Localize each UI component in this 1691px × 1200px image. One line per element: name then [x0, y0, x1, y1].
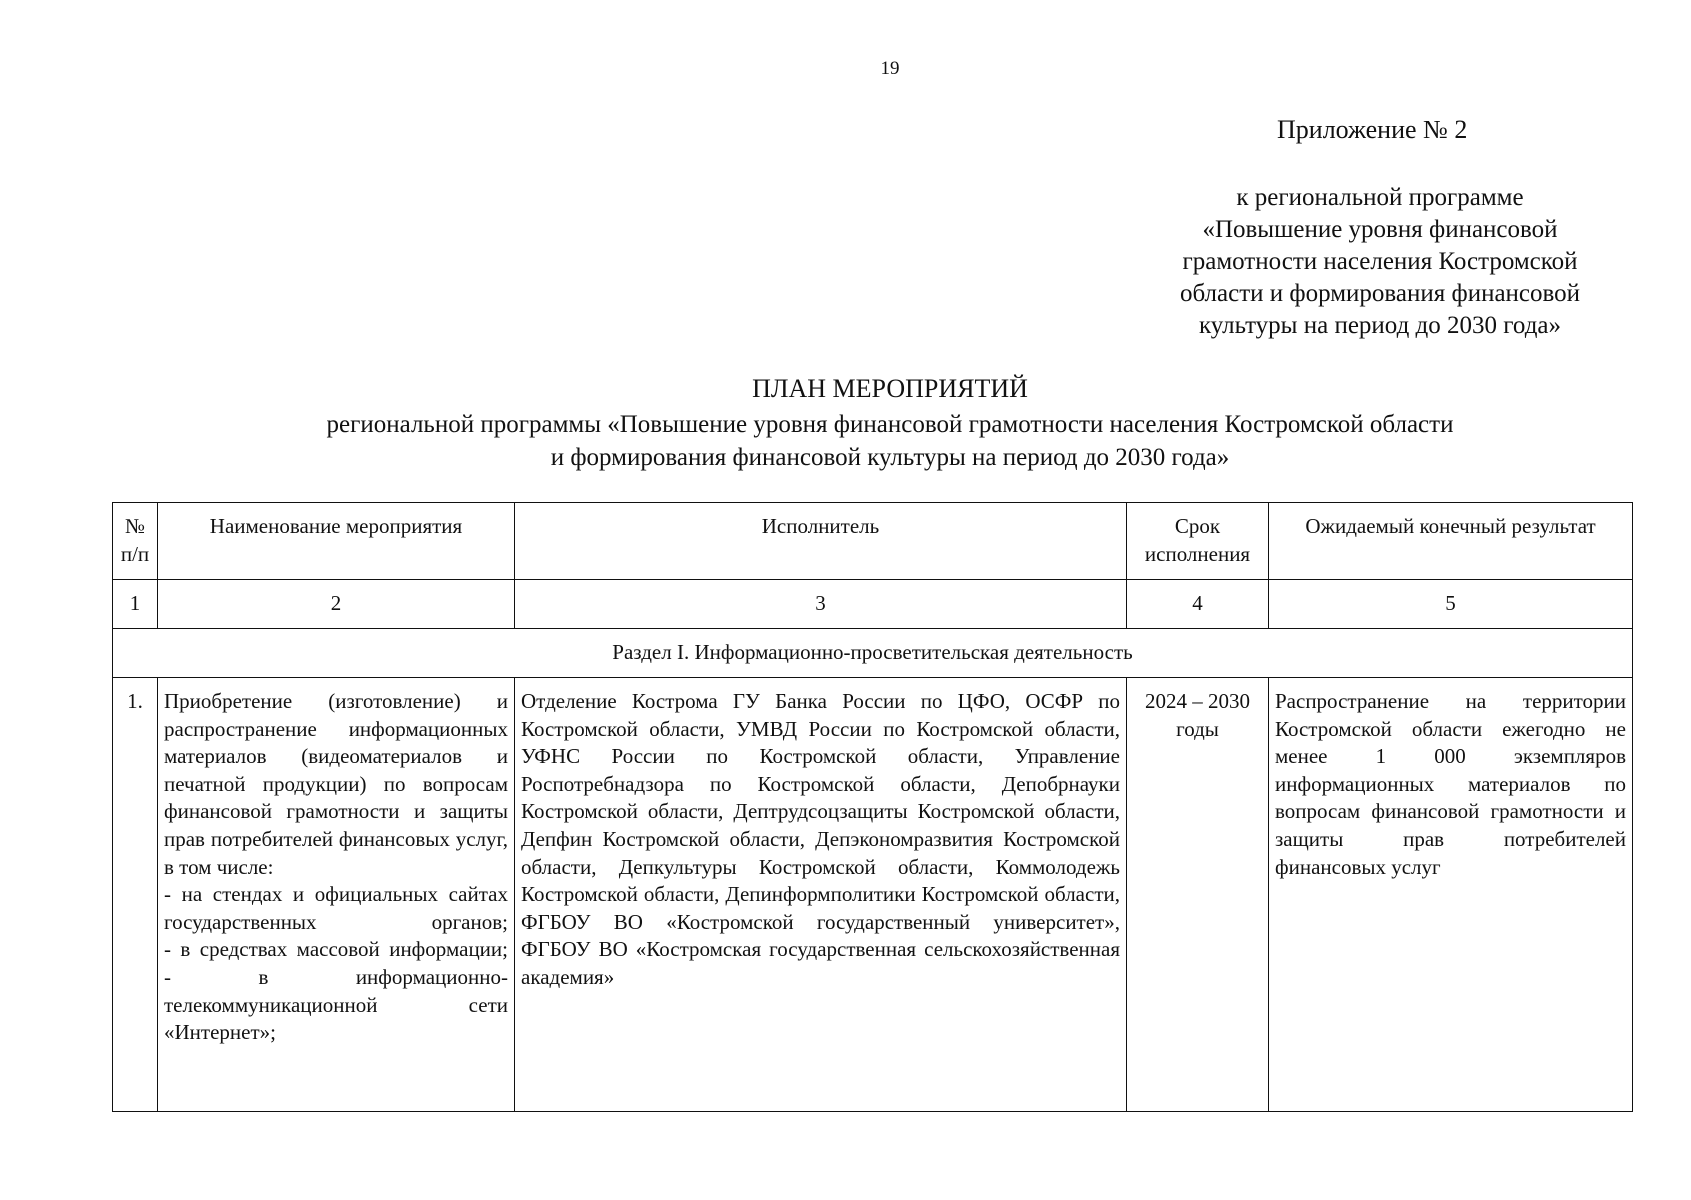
column-number: 2: [158, 580, 515, 629]
row-term: 2024 – 2030 годы: [1127, 678, 1269, 1112]
page-number: 19: [880, 58, 900, 79]
row-name-cell: [158, 678, 515, 1112]
row-executor: Отделение Кострома ГУ Банка России по ЦФО, ОСФР по Костромской области, УМВД России по Костромской области, УФНС России по Костромской области, Управление Роспотребнадзора по Костромской области, Депобрнауки Костромской области, Дептрудсоцзащиты Костромской области, Депфин Костромской области, Депэкономразвития Костромской области, Депкультуры Костромской области, Коммолодежь Костромской области, Депинформполитики Костромской области, ФГБОУ ВО «Костромской государственный университет», ФГБОУ ВО «Костромская государственная сельскохозяйственная академия»: [515, 678, 1127, 1112]
plan-title: ПЛАН МЕРОПРИЯТИЙ: [752, 374, 1028, 403]
row-name-item: - на стендах и официальных сайтах государственных органов;: [164, 882, 508, 934]
appendix-subtitle-line: культуры на период до 2030 года»: [1198, 312, 1562, 339]
row-result: Распространение на территории Костромской области ежегодно не менее 1 000 экземпляров информационных материалов по вопросам финансовой грамотности и защиты прав потребителей финансовых услуг: [1269, 678, 1633, 1112]
header-executor: Исполнитель: [515, 503, 1127, 580]
row-number: 1.: [113, 678, 158, 1112]
header-name: Наименование мероприятия: [158, 503, 515, 580]
header-result: Ожидаемый конечный результат: [1269, 503, 1633, 580]
section-title: Раздел I. Информационно-просветительская деятельность: [113, 629, 1633, 678]
appendix-subtitle-line: к региональной программе: [1236, 184, 1524, 211]
row-name: Приобретение (изготовление) и распространение информационных материалов (видеоматериалов и печатной продукции) по вопросам финансовой грамотности и защиты прав потребителей финансовых услуг, в том числе:: [164, 689, 508, 879]
section-row: [113, 629, 1633, 678]
appendix-title: Приложение № 2: [1277, 115, 1468, 144]
appendix-subtitle-line: «Повышение уровня финансовой: [1202, 216, 1558, 243]
column-number: 3: [515, 580, 1127, 629]
header-term: Срок исполнения: [1127, 503, 1269, 580]
plan-subtitle: [0, 408, 1691, 474]
table-header-row: [113, 503, 1633, 580]
header-number: № п/п: [113, 503, 158, 580]
column-number: 4: [1127, 580, 1269, 629]
column-number: 1: [113, 580, 158, 629]
column-numbers-row: [113, 580, 1633, 629]
appendix-subtitle-line: области и формирования финансовой: [1179, 280, 1581, 307]
plan-subtitle-line: и формирования финансовой культуры на период до 2030 года»: [550, 444, 1230, 471]
plan-subtitle-line: региональной программы «Повышение уровня финансовой грамотности населения Костромской области: [326, 411, 1454, 438]
plan-table: [112, 502, 1633, 1112]
appendix-subtitle-line: грамотности населения Костромской: [1182, 248, 1578, 275]
appendix-subtitle: [1120, 182, 1640, 342]
row-name-item: - в средствах массовой информации;: [164, 937, 508, 962]
column-number: 5: [1269, 580, 1633, 629]
table-row: [113, 678, 1633, 1112]
row-name-item: - в информационно-телекоммуникационной сети «Интернет»;: [164, 964, 508, 1045]
